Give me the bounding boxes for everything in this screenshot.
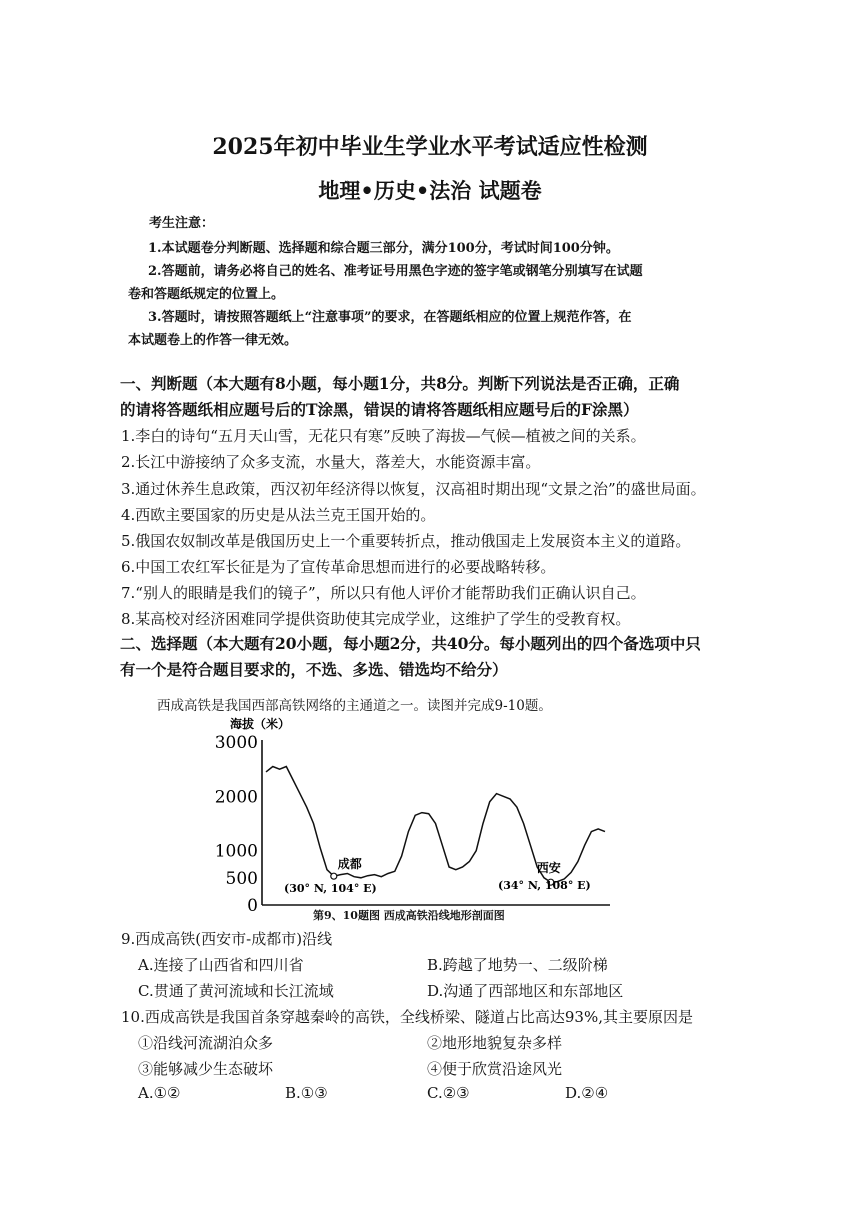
y-tick-label: 1000 <box>214 841 258 862</box>
q10-stem: 10.西成高铁是我国首条穿越秦岭的高铁，全线桥梁、隧道占比高达93%,其主要原因是 <box>121 1008 693 1026</box>
chart-caption: 第9、10题图 西成高铁沿线地形剖面图 <box>313 909 505 922</box>
notice-item-2-line2: 卷和答题纸规定的位置上。 <box>128 287 285 302</box>
judgment-item-4: 4.西欧主要国家的历史是从法兰克王国开始的。 <box>121 506 436 524</box>
q9-option-d: D.沟通了西部地区和东部地区 <box>427 982 624 1000</box>
q10-item-3: ③能够减少生态破坏 <box>138 1060 274 1078</box>
judgment-item-2: 2.长江中游接纳了众多支流，水量大，落差大，水能资源丰富。 <box>121 453 541 471</box>
xian-label: 西安 <box>536 861 561 876</box>
y-tick-label: 2000 <box>214 787 258 808</box>
section2-heading-line2: 有一个是符合题目要求的，不选、多选、错选均不给分） <box>120 660 508 679</box>
chengdu-point <box>331 873 337 879</box>
xian-coord-label: (34° N, 108° E) <box>498 879 591 892</box>
q9-option-b: B.跨越了地势一、二级阶梯 <box>427 956 608 974</box>
q9-10-intro: 西成高铁是我国西部高铁网络的主通道之一。读图并完成9-10题。 <box>157 698 552 714</box>
chengdu-label: 成都 <box>337 857 362 872</box>
notice-heading: 考生注意： <box>149 216 215 231</box>
notice-item-3-line1: 3.答题时，请按照答题纸上“注意事项”的要求，在答题纸相应的位置上规范作答，在 <box>148 310 632 325</box>
y-tick-label: 0 <box>247 896 258 916</box>
q9-option-a: A.连接了山西省和四川省 <box>138 956 304 974</box>
judgment-item-3: 3.通过休养生息政策，西汉初年经济得以恢复，汉高祖时期出现“文景之治”的盛世局面。 <box>121 480 706 498</box>
y-tick-label: 3000 <box>214 733 258 753</box>
notice-item-2-line1: 2.答题前，请务必将自己的姓名、准考证号用黑色字迹的签字笔或钢笔分别填写在试题 <box>148 264 643 279</box>
exam-title: 2025年初中毕业生学业水平考试适应性检测 <box>212 134 648 160</box>
q9-stem: 9.西成高铁(西安市-成都市)沿线 <box>121 930 333 948</box>
judgment-item-8: 8.某高校对经济困难同学提供资助使其完成学业，这维护了学生的受教育权。 <box>121 610 631 628</box>
judgment-item-7: 7.“别人的眼睛是我们的镜子”，所以只有他人评价才能帮助我们正确认识自己。 <box>121 584 646 602</box>
judgment-item-6: 6.中国工农红军长征是为了宣传革命思想而进行的必要战略转移。 <box>121 558 556 576</box>
section2-heading-line1: 二、选择题（本大题有20小题，每小题2分，共40分。每小题列出的四个备选项中只 <box>120 634 701 653</box>
chart-y-ticks <box>215 733 258 916</box>
chart-y-axis-label: 海拔（米） <box>230 717 291 731</box>
section1-heading-line1: 一、判断题（本大题有8小题，每小题1分，共8分。判断下列说法是否正确，正确 <box>120 374 680 393</box>
q10-item-2: ②地形地貌复杂多样 <box>427 1034 563 1052</box>
q10-item-4: ④便于欣赏沿途风光 <box>427 1060 563 1078</box>
q10-option-a: A.①② <box>138 1084 181 1102</box>
judgment-item-5: 5.俄国农奴制改革是俄国历史上一个重要转折点，推动俄国走上发展资本主义的道路。 <box>121 532 691 550</box>
chengdu-coord-label: (30° N, 104° E) <box>284 882 377 895</box>
q10-option-b: B.①③ <box>285 1084 328 1102</box>
q10-option-c: C.②③ <box>427 1084 470 1102</box>
notice-item-3-line2: 本试题卷上的作答一律无效。 <box>128 333 298 348</box>
q10-item-1: ①沿线河流湖泊众多 <box>138 1034 274 1052</box>
q10-option-d: D.②④ <box>565 1084 609 1102</box>
section1-heading-line2: 的请将答题纸相应题号后的T涂黑，错误的请将答题纸相应题号后的F涂黑） <box>120 400 639 419</box>
y-tick-label: 500 <box>225 868 258 889</box>
q9-option-c: C.贯通了黄河流域和长江流域 <box>138 982 334 1000</box>
notice-item-1: 1.本试题卷分判断题、选择题和综合题三部分，满分100分，考试时间100分钟。 <box>148 241 619 256</box>
exam-subtitle: 地理•历史•法治 试题卷 <box>318 178 542 203</box>
terrain-profile-chart <box>200 712 620 927</box>
judgment-item-1: 1.李白的诗句“五月天山雪，无花只有寒”反映了海拔—气候—植被之间的关系。 <box>121 427 646 445</box>
